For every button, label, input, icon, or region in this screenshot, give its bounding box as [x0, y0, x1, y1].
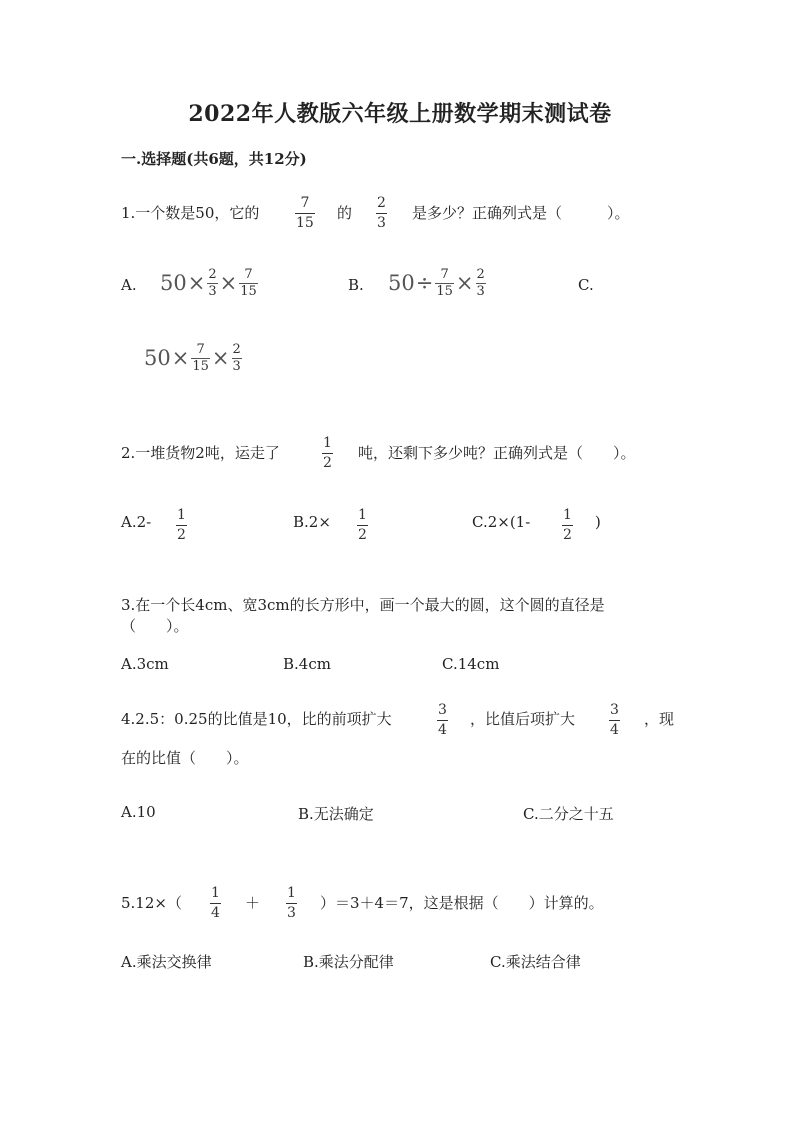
q1-lead: 1.一个数是50，它的 [121, 204, 260, 222]
q5-lead: 5.12×（ [121, 894, 182, 912]
q4-fraction-b: 3 4 [610, 702, 619, 738]
q2-option-c-fraction: 1 2 [563, 507, 572, 543]
q2-fraction: 1 2 [323, 435, 332, 471]
q1-option-b-label: B. [348, 276, 364, 294]
q2-tail: 吨，还剩下多少吨？正确列式是（ ）。 [358, 444, 636, 462]
q3-option-c: C.14cm [442, 655, 500, 673]
q4-option-c: C.二分之十五 [523, 805, 614, 823]
q3-line-1: 3.在一个长4cm、宽3cm的长方形中，画一个最大的圆，这个圆的直径是 [121, 596, 605, 614]
q1-option-c-label: C. [578, 276, 594, 294]
q5-option-b: B.乘法分配律 [303, 953, 394, 971]
page-title: 2022年人教版六年级上册数学期末测试卷 [188, 101, 612, 127]
q1-mid: 的 [337, 204, 353, 222]
q2-option-c: C.2×(1- [472, 513, 531, 531]
q4-mid: ，比值后项扩大 [470, 710, 576, 728]
q4-option-b: B.无法确定 [298, 805, 374, 823]
q1-option-a-expression: 50 × $\frac{2}{3}$ × $\frac{7}{15}$ [160, 267, 257, 299]
q2-option-c-close: ) [595, 513, 601, 531]
q2-option-b-fraction: 1 2 [358, 507, 367, 543]
q4-tail: ，现 [644, 710, 675, 728]
q3-option-a: A.3cm [121, 655, 169, 673]
q1-option-b-expression: 50 ÷ $\frac{7}{15}$ × $\frac{2}{3}$ [388, 267, 485, 299]
q5-option-c: C.乘法结合律 [490, 953, 581, 971]
q5-fraction-b: 1 3 [287, 885, 296, 921]
q4-option-a: A.10 [121, 803, 156, 821]
q3-line-2: （ ）。 [121, 617, 189, 635]
section-heading: 一.选择题(共6题，共12分) [121, 150, 307, 168]
q2-option-b: B.2× [293, 513, 331, 531]
q5-fraction-a: 1 4 [211, 885, 220, 921]
q1-fraction-b: 2 3 [377, 195, 386, 231]
q4-fraction-a: 3 4 [438, 702, 447, 738]
q1-option-a-label: A. [121, 276, 137, 294]
q2-lead: 2.一堆货物2吨，运走了 [121, 444, 280, 462]
q3-option-b: B.4cm [283, 655, 331, 673]
q4-lead: 4.2.5：0.25的比值是10，比的前项扩大 [121, 710, 392, 728]
q4-line-2: 在的比值（ ）。 [121, 749, 249, 767]
q2-option-a-fraction: 1 2 [177, 507, 186, 543]
q5-option-a: A.乘法交换律 [121, 953, 212, 971]
q2-option-a: A.2- [121, 513, 152, 531]
q1-tail: 是多少？正确列式是（ ）。 [412, 204, 630, 222]
q1-option-c-expression: 50 × $\frac{7}{15}$ × $\frac{2}{3}$ [144, 342, 241, 374]
q5-plus: ＋ [245, 894, 261, 912]
q5-tail: ）＝3＋4＝7，这是根据（ ）计算的。 [320, 894, 604, 912]
q1-fraction-a: 7 15 [296, 195, 314, 231]
